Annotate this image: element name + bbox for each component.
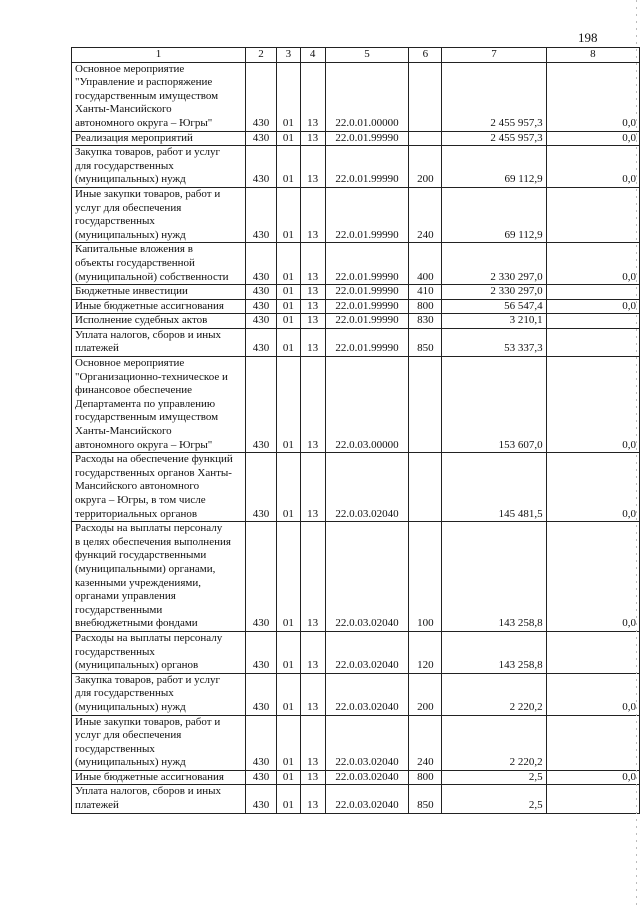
amount-cell: 143 258,8 (442, 522, 546, 632)
target-item-cell: 22.0.01.99990 (325, 328, 409, 356)
column8-cell: 0,0 (546, 522, 639, 632)
expense-type-cell (409, 131, 442, 146)
subsection-code-cell: 13 (300, 673, 325, 715)
expense-type-cell (409, 357, 442, 453)
column8-cell: 0,0 (546, 62, 639, 131)
column8-cell (546, 715, 639, 770)
amount-cell: 3 210,1 (442, 314, 546, 329)
target-item-cell: 22.0.03.02040 (325, 631, 409, 673)
expense-type-cell: 830 (409, 314, 442, 329)
expense-type-cell: 120 (409, 631, 442, 673)
column8-cell: 0,0 (546, 673, 639, 715)
row-name-cell: Расходы на выплаты персоналу в целях обеспечения выполнения функций государственными (муниципальными) органами, казенными учреждениями, органами управления государственными внебюджетными фондами (72, 522, 246, 632)
section-code-cell: 01 (277, 522, 300, 632)
admin-code-cell: 430 (245, 631, 276, 673)
amount-cell: 69 112,9 (442, 187, 546, 242)
column8-cell (546, 631, 639, 673)
table-row (72, 299, 640, 314)
table-row (72, 715, 640, 770)
section-code-cell: 01 (277, 299, 300, 314)
target-item-cell: 22.0.01.99990 (325, 187, 409, 242)
section-code-cell: 01 (277, 314, 300, 329)
target-item-cell: 22.0.03.00000 (325, 357, 409, 453)
row-name-cell: Уплата налогов, сборов и иных платежей (72, 785, 246, 813)
column8-cell: 0,0 (546, 131, 639, 146)
target-item-cell: 22.0.01.99990 (325, 131, 409, 146)
admin-code-cell: 430 (245, 453, 276, 522)
subsection-code-cell: 13 (300, 715, 325, 770)
amount-cell: 2 455 957,3 (442, 62, 546, 131)
section-code-cell: 01 (277, 131, 300, 146)
amount-cell: 69 112,9 (442, 146, 546, 188)
row-name-cell: Закупка товаров, работ и услуг для государственных (муниципальных) нужд (72, 673, 246, 715)
row-name-cell: Основное мероприятие "Организационно-техническое и финансовое обеспечение Департамента по управлению государственным имуществом Ханты-Мансийского автономного округа – Югры" (72, 357, 246, 453)
section-code-cell: 01 (277, 357, 300, 453)
column8-cell (546, 285, 639, 300)
section-code-cell: 01 (277, 62, 300, 131)
column8-cell (546, 785, 639, 813)
subsection-code-cell: 13 (300, 62, 325, 131)
expense-type-cell: 200 (409, 146, 442, 188)
section-code-cell: 01 (277, 785, 300, 813)
table-row (72, 785, 640, 813)
column8-cell: 0,0 (546, 357, 639, 453)
table-row (72, 631, 640, 673)
admin-code-cell: 430 (245, 715, 276, 770)
admin-code-cell: 430 (245, 243, 276, 285)
admin-code-cell: 430 (245, 299, 276, 314)
subsection-code-cell: 13 (300, 328, 325, 356)
column8-cell: 0,0 (546, 146, 639, 188)
table-row (72, 328, 640, 356)
table-row (72, 285, 640, 300)
subsection-code-cell: 13 (300, 453, 325, 522)
expense-type-cell: 200 (409, 673, 442, 715)
column8-cell: 0,0 (546, 770, 639, 785)
target-item-cell: 22.0.03.02040 (325, 715, 409, 770)
subsection-code-cell: 13 (300, 522, 325, 632)
section-code-cell: 01 (277, 187, 300, 242)
expense-type-cell: 850 (409, 785, 442, 813)
target-item-cell: 22.0.01.99990 (325, 146, 409, 188)
section-code-cell: 01 (277, 770, 300, 785)
table-row (72, 146, 640, 188)
amount-cell: 2 220,2 (442, 673, 546, 715)
subsection-code-cell: 13 (300, 187, 325, 242)
header-cell: 5 (325, 48, 409, 63)
expense-type-cell: 800 (409, 770, 442, 785)
admin-code-cell: 430 (245, 522, 276, 632)
amount-cell: 53 337,3 (442, 328, 546, 356)
row-name-cell: Капитальные вложения в объекты государственной (муниципальной) собственности (72, 243, 246, 285)
column8-cell (546, 314, 639, 329)
expense-type-cell: 100 (409, 522, 442, 632)
subsection-code-cell: 13 (300, 631, 325, 673)
column8-cell (546, 187, 639, 242)
target-item-cell: 22.0.03.02040 (325, 785, 409, 813)
section-code-cell: 01 (277, 673, 300, 715)
header-cell: 7 (442, 48, 546, 63)
table-row (72, 673, 640, 715)
target-item-cell: 22.0.01.00000 (325, 62, 409, 131)
target-item-cell: 22.0.01.99990 (325, 285, 409, 300)
table-row (72, 62, 640, 131)
page-number: 198 (578, 30, 598, 45)
amount-cell: 2 220,2 (442, 715, 546, 770)
header-cell: 1 (72, 48, 246, 63)
admin-code-cell: 430 (245, 62, 276, 131)
header-cell: 8 (546, 48, 639, 63)
column8-cell (546, 328, 639, 356)
section-code-cell: 01 (277, 243, 300, 285)
target-item-cell: 22.0.03.02040 (325, 770, 409, 785)
admin-code-cell: 430 (245, 131, 276, 146)
expense-type-cell (409, 62, 442, 131)
row-name-cell: Реализация мероприятий (72, 131, 246, 146)
table-row (72, 187, 640, 242)
row-name-cell: Закупка товаров, работ и услуг для государственных (муниципальных) нужд (72, 146, 246, 188)
amount-cell: 2 330 297,0 (442, 243, 546, 285)
table-row (72, 453, 640, 522)
target-item-cell: 22.0.01.99990 (325, 314, 409, 329)
subsection-code-cell: 13 (300, 770, 325, 785)
subsection-code-cell: 13 (300, 243, 325, 285)
subsection-code-cell: 13 (300, 131, 325, 146)
admin-code-cell: 430 (245, 285, 276, 300)
row-name-cell: Расходы на обеспечение функций государственных органов Ханты- Мансийского автономного округа – Югры, в том числе территориальных органов (72, 453, 246, 522)
target-item-cell: 22.0.03.02040 (325, 673, 409, 715)
admin-code-cell: 430 (245, 673, 276, 715)
target-item-cell: 22.0.03.02040 (325, 522, 409, 632)
header-cell: 6 (409, 48, 442, 63)
admin-code-cell: 430 (245, 328, 276, 356)
section-code-cell: 01 (277, 285, 300, 300)
subsection-code-cell: 13 (300, 314, 325, 329)
row-name-cell: Основное мероприятие "Управление и распоряжение государственным имуществом Ханты-Мансийского автономного округа – Югры" (72, 62, 246, 131)
table-row (72, 243, 640, 285)
table-row (72, 770, 640, 785)
header-cell: 2 (245, 48, 276, 63)
expense-type-cell: 410 (409, 285, 442, 300)
admin-code-cell: 430 (245, 785, 276, 813)
amount-cell: 2,5 (442, 770, 546, 785)
section-code-cell: 01 (277, 453, 300, 522)
column8-cell: 0,0 (546, 453, 639, 522)
header-cell: 3 (277, 48, 300, 63)
subsection-code-cell: 13 (300, 357, 325, 453)
amount-cell: 143 258,8 (442, 631, 546, 673)
section-code-cell: 01 (277, 631, 300, 673)
amount-cell: 153 607,0 (442, 357, 546, 453)
amount-cell: 56 547,4 (442, 299, 546, 314)
admin-code-cell: 430 (245, 770, 276, 785)
expense-type-cell: 240 (409, 715, 442, 770)
expense-type-cell: 240 (409, 187, 442, 242)
table-row (72, 131, 640, 146)
subsection-code-cell: 13 (300, 146, 325, 188)
amount-cell: 145 481,5 (442, 453, 546, 522)
row-name-cell: Иные бюджетные ассигнования (72, 299, 246, 314)
expense-type-cell: 800 (409, 299, 442, 314)
row-name-cell: Исполнение судебных актов (72, 314, 246, 329)
expense-type-cell: 400 (409, 243, 442, 285)
row-name-cell: Уплата налогов, сборов и иных платежей (72, 328, 246, 356)
target-item-cell: 22.0.01.99990 (325, 243, 409, 285)
subsection-code-cell: 13 (300, 285, 325, 300)
scan-edge-mark (636, 0, 637, 905)
admin-code-cell: 430 (245, 314, 276, 329)
target-item-cell: 22.0.03.02040 (325, 453, 409, 522)
column8-cell: 0,0 (546, 243, 639, 285)
expense-type-cell: 850 (409, 328, 442, 356)
section-code-cell: 01 (277, 715, 300, 770)
subsection-code-cell: 13 (300, 785, 325, 813)
table-row (72, 314, 640, 329)
column8-cell: 0,0 (546, 299, 639, 314)
header-row (72, 48, 640, 63)
row-name-cell: Иные бюджетные ассигнования (72, 770, 246, 785)
table-row (72, 522, 640, 632)
amount-cell: 2,5 (442, 785, 546, 813)
section-code-cell: 01 (277, 328, 300, 356)
row-name-cell: Иные закупки товаров, работ и услуг для обеспечения государственных (муниципальных) нужд (72, 187, 246, 242)
admin-code-cell: 430 (245, 146, 276, 188)
row-name-cell: Иные закупки товаров, работ и услуг для обеспечения государственных (муниципальных) нужд (72, 715, 246, 770)
row-name-cell: Бюджетные инвестиции (72, 285, 246, 300)
row-name-cell: Расходы на выплаты персоналу государственных (муниципальных) органов (72, 631, 246, 673)
header-cell: 4 (300, 48, 325, 63)
section-code-cell: 01 (277, 146, 300, 188)
admin-code-cell: 430 (245, 187, 276, 242)
target-item-cell: 22.0.01.99990 (325, 299, 409, 314)
table-row (72, 357, 640, 453)
admin-code-cell: 430 (245, 357, 276, 453)
subsection-code-cell: 13 (300, 299, 325, 314)
amount-cell: 2 455 957,3 (442, 131, 546, 146)
amount-cell: 2 330 297,0 (442, 285, 546, 300)
expense-type-cell (409, 453, 442, 522)
budget-table (71, 47, 640, 814)
